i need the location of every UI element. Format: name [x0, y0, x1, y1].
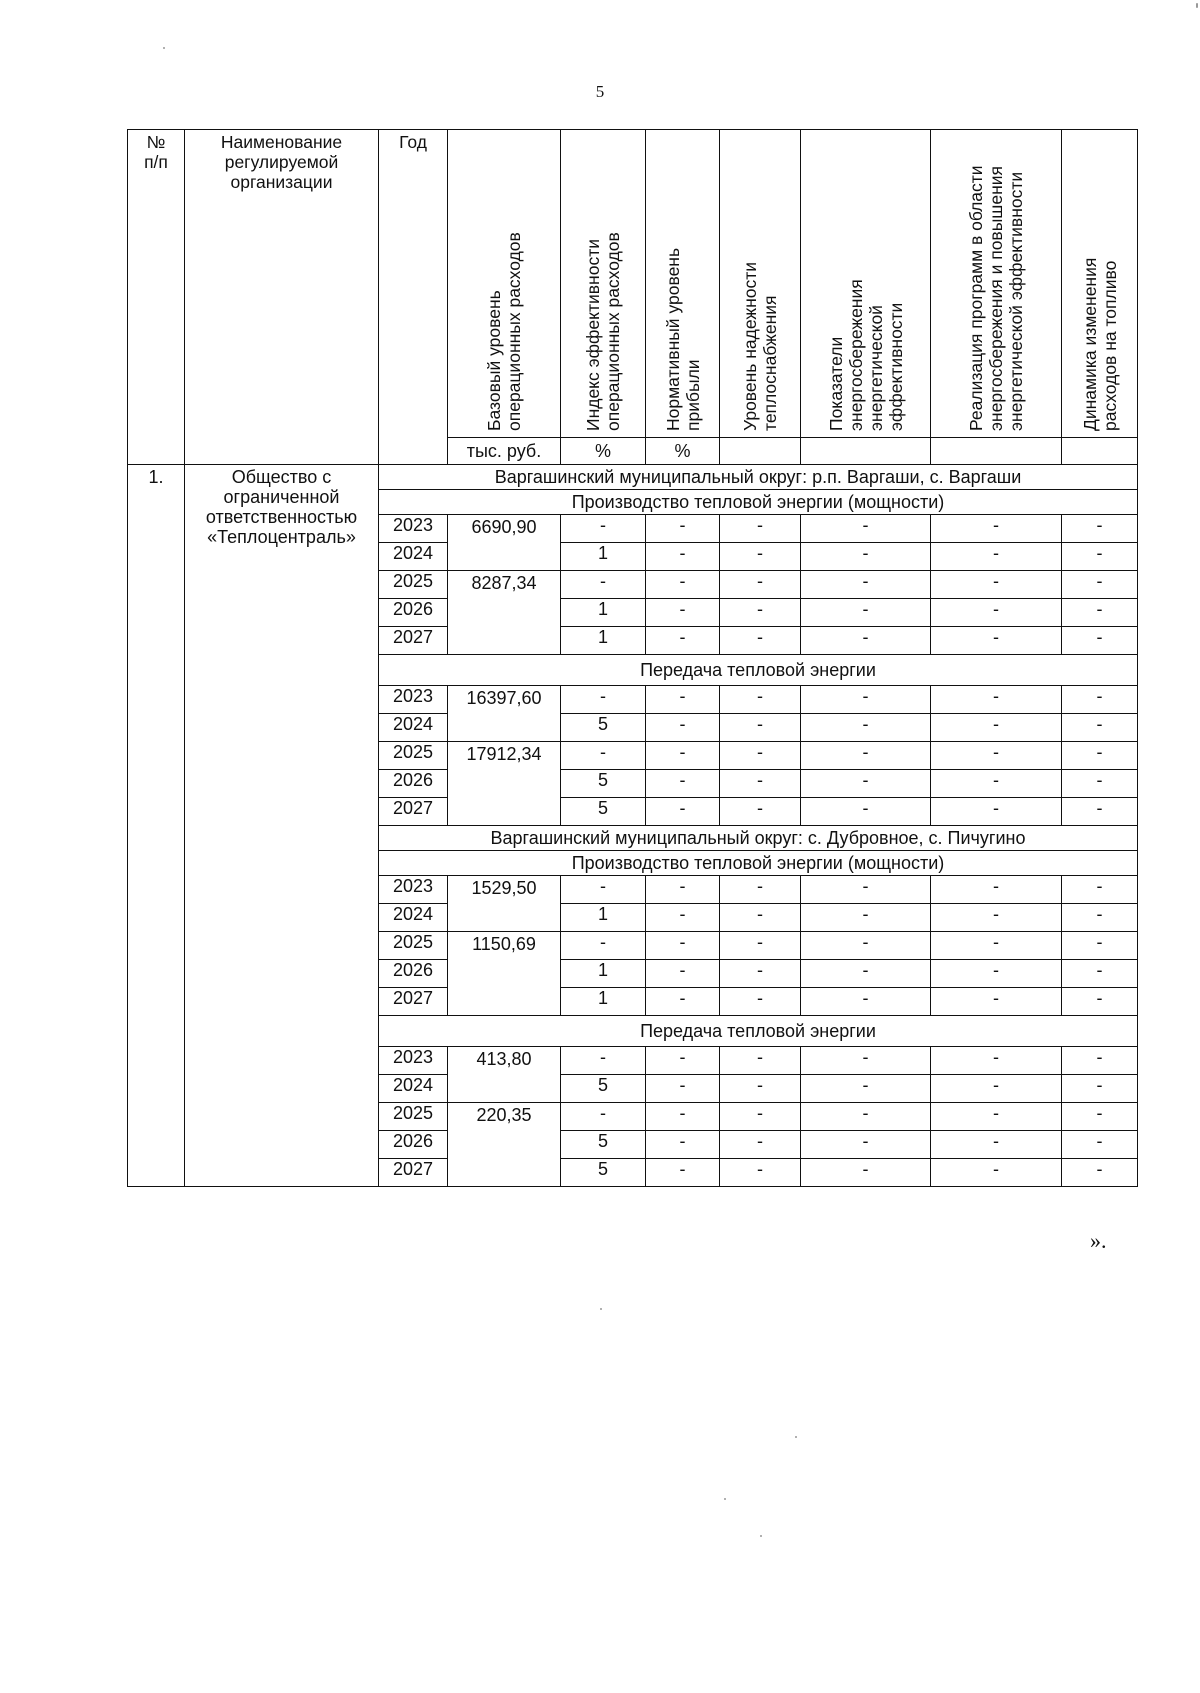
territory-row [128, 465, 1138, 490]
fuel-cell: - [1062, 599, 1138, 627]
base-level-cell: 16397,60 [448, 686, 561, 742]
profit-cell: - [646, 904, 720, 932]
reliability-cell: - [720, 714, 801, 742]
unit-efficiency-index: % [561, 438, 646, 465]
energy-cell: - [801, 988, 931, 1016]
profit-cell: - [646, 960, 720, 988]
fuel-cell: - [1062, 571, 1138, 599]
energy-cell: - [801, 599, 931, 627]
programs-cell: - [931, 1075, 1062, 1103]
energy-cell: - [801, 1131, 931, 1159]
reliability-cell: - [720, 932, 801, 960]
profit-cell: - [646, 515, 720, 543]
year-cell: 2027 [379, 627, 448, 655]
profit-cell: - [646, 1075, 720, 1103]
reliability-cell: - [720, 770, 801, 798]
fuel-cell: - [1062, 1103, 1138, 1131]
programs-cell: - [931, 599, 1062, 627]
programs-cell: - [931, 1047, 1062, 1075]
index-cell: 1 [561, 904, 646, 932]
energy-cell: - [801, 1047, 931, 1075]
base-level-cell: 8287,34 [448, 571, 561, 655]
fuel-cell: - [1062, 798, 1138, 826]
index-cell: 5 [561, 714, 646, 742]
section-title: Передача тепловой энергии [379, 655, 1138, 686]
header-row [128, 130, 1138, 438]
header-energy-indicators [801, 130, 931, 438]
index-cell: 5 [561, 770, 646, 798]
energy-cell: - [801, 714, 931, 742]
header-year-label: Год [399, 132, 427, 152]
year-cell: 2027 [379, 798, 448, 826]
index-cell: 1 [561, 543, 646, 571]
profit-cell: - [646, 742, 720, 770]
year-cell: 2027 [379, 1159, 448, 1187]
base-level-cell: 1529,50 [448, 876, 561, 932]
header-reliability [720, 130, 801, 438]
year-cell: 2025 [379, 742, 448, 770]
scan-speck [1196, 3, 1198, 8]
programs-cell: - [931, 1131, 1062, 1159]
energy-cell: - [801, 571, 931, 599]
year-cell: 2025 [379, 571, 448, 599]
reliability-cell: - [720, 515, 801, 543]
year-cell: 2023 [379, 876, 448, 904]
profit-cell: - [646, 714, 720, 742]
fuel-cell: - [1062, 1075, 1138, 1103]
energy-cell: - [801, 932, 931, 960]
reliability-cell: - [720, 543, 801, 571]
programs-cell: - [931, 627, 1062, 655]
section-title: Передача тепловой энергии [379, 1016, 1138, 1047]
fuel-cell: - [1062, 1159, 1138, 1187]
header-programs [931, 130, 1062, 438]
fuel-cell: - [1062, 714, 1138, 742]
programs-cell: - [931, 932, 1062, 960]
header-org-name [185, 130, 379, 465]
index-cell: 5 [561, 798, 646, 826]
year-cell: 2023 [379, 515, 448, 543]
reliability-cell: - [720, 1103, 801, 1131]
base-level-cell: 413,80 [448, 1047, 561, 1103]
profit-cell: - [646, 1159, 720, 1187]
scan-speck [724, 1498, 726, 1500]
reliability-cell: - [720, 988, 801, 1016]
index-cell: 5 [561, 1131, 646, 1159]
base-level-cell: 6690,90 [448, 515, 561, 571]
unit-fuel-dynamics [1062, 438, 1138, 465]
scan-speck [600, 1308, 602, 1310]
index-cell: - [561, 1103, 646, 1131]
fuel-cell: - [1062, 627, 1138, 655]
reliability-cell: - [720, 1159, 801, 1187]
reliability-cell: - [720, 571, 801, 599]
programs-cell: - [931, 770, 1062, 798]
reliability-cell: - [720, 798, 801, 826]
year-cell: 2025 [379, 932, 448, 960]
year-cell: 2026 [379, 1131, 448, 1159]
header-reliability-label: Уровень надежности теплоснабжения [740, 261, 780, 431]
profit-cell: - [646, 1103, 720, 1131]
fuel-cell: - [1062, 904, 1138, 932]
profit-cell: - [646, 627, 720, 655]
energy-cell: - [801, 1103, 931, 1131]
header-normative-profit [646, 130, 720, 438]
fuel-cell: - [1062, 515, 1138, 543]
index-cell: - [561, 571, 646, 599]
reliability-cell: - [720, 1075, 801, 1103]
header-normative-profit-label: Нормативный уровень прибыли [662, 247, 703, 431]
fuel-cell: - [1062, 686, 1138, 714]
profit-cell: - [646, 1047, 720, 1075]
header-efficiency-index [561, 130, 646, 438]
reliability-cell: - [720, 904, 801, 932]
territory-title: Варгашинский муниципальный округ: с. Дубровное, с. Пичугино [379, 826, 1138, 851]
year-cell: 2026 [379, 599, 448, 627]
header-fuel-dynamics [1062, 130, 1138, 438]
org-name: Общество с ограниченной ответственностью «Теплоцентраль» [185, 465, 379, 1187]
energy-cell: - [801, 770, 931, 798]
closing-quote-mark: ». [1090, 1228, 1107, 1253]
programs-cell: - [931, 960, 1062, 988]
header-energy-indicators-label: Показатели энергосбережения энергетической эффективности [825, 279, 906, 431]
energy-cell: - [801, 686, 931, 714]
index-cell: - [561, 515, 646, 543]
year-cell: 2024 [379, 1075, 448, 1103]
profit-cell: - [646, 798, 720, 826]
unit-programs [931, 438, 1062, 465]
year-cell: 2023 [379, 686, 448, 714]
scan-speck [795, 1436, 797, 1438]
header-org-name-label: Наименование регулируемой организации [220, 132, 343, 192]
programs-cell: - [931, 686, 1062, 714]
index-cell: - [561, 742, 646, 770]
programs-cell: - [931, 714, 1062, 742]
year-cell: 2027 [379, 988, 448, 1016]
page-number: 5 [595, 82, 605, 101]
scan-speck [163, 47, 165, 49]
reliability-cell: - [720, 627, 801, 655]
index-cell: 1 [561, 960, 646, 988]
energy-cell: - [801, 543, 931, 571]
fuel-cell: - [1062, 876, 1138, 904]
reliability-cell: - [720, 599, 801, 627]
reliability-cell: - [720, 1131, 801, 1159]
index-cell: - [561, 686, 646, 714]
profit-cell: - [646, 686, 720, 714]
header-fuel-dynamics-label: Динамика изменения расходов на топливо [1079, 257, 1120, 431]
energy-cell: - [801, 904, 931, 932]
reliability-cell: - [720, 742, 801, 770]
tariff-parameters-table [127, 129, 1138, 1187]
header-efficiency-index-label: Индекс эффективности операционных расходов [583, 232, 623, 431]
reliability-cell: - [720, 960, 801, 988]
programs-cell: - [931, 515, 1062, 543]
year-cell: 2023 [379, 1047, 448, 1075]
header-year [379, 130, 448, 465]
energy-cell: - [801, 876, 931, 904]
profit-cell: - [646, 932, 720, 960]
index-cell: 1 [561, 627, 646, 655]
energy-cell: - [801, 1075, 931, 1103]
year-cell: 2026 [379, 960, 448, 988]
header-base-level [448, 130, 561, 438]
profit-cell: - [646, 571, 720, 599]
fuel-cell: - [1062, 543, 1138, 571]
programs-cell: - [931, 1159, 1062, 1187]
programs-cell: - [931, 988, 1062, 1016]
scan-speck [760, 1535, 762, 1537]
energy-cell: - [801, 742, 931, 770]
energy-cell: - [801, 627, 931, 655]
energy-cell: - [801, 1159, 931, 1187]
base-level-cell: 17912,34 [448, 742, 561, 826]
index-cell: 1 [561, 599, 646, 627]
profit-cell: - [646, 988, 720, 1016]
fuel-cell: - [1062, 960, 1138, 988]
header-num-label: № п/п [144, 132, 168, 172]
programs-cell: - [931, 876, 1062, 904]
index-cell: 5 [561, 1159, 646, 1187]
index-cell: - [561, 1047, 646, 1075]
profit-cell: - [646, 876, 720, 904]
reliability-cell: - [720, 686, 801, 714]
header-num [128, 130, 185, 465]
territory-title: Варгашинский муниципальный округ: р.п. Варгаши, с. Варгаши [379, 465, 1138, 490]
profit-cell: - [646, 599, 720, 627]
energy-cell: - [801, 515, 931, 543]
fuel-cell: - [1062, 988, 1138, 1016]
unit-base-level: тыс. руб. [448, 438, 561, 465]
fuel-cell: - [1062, 1131, 1138, 1159]
index-cell: 5 [561, 1075, 646, 1103]
year-cell: 2026 [379, 770, 448, 798]
section-title: Производство тепловой энергии (мощности) [379, 851, 1138, 876]
profit-cell: - [646, 1131, 720, 1159]
year-cell: 2024 [379, 543, 448, 571]
programs-cell: - [931, 904, 1062, 932]
base-level-cell: 1150,69 [448, 932, 561, 1016]
fuel-cell: - [1062, 770, 1138, 798]
index-cell: - [561, 876, 646, 904]
programs-cell: - [931, 742, 1062, 770]
year-cell: 2025 [379, 1103, 448, 1131]
section-title: Производство тепловой энергии (мощности) [379, 490, 1138, 515]
year-cell: 2024 [379, 904, 448, 932]
programs-cell: - [931, 543, 1062, 571]
fuel-cell: - [1062, 932, 1138, 960]
fuel-cell: - [1062, 1047, 1138, 1075]
header-programs-label: Реализация программ в области энергосбережения и повышения энергетической эффективности [966, 165, 1026, 431]
reliability-cell: - [720, 876, 801, 904]
programs-cell: - [931, 571, 1062, 599]
profit-cell: - [646, 543, 720, 571]
fuel-cell: - [1062, 742, 1138, 770]
programs-cell: - [931, 798, 1062, 826]
unit-energy-indicators [801, 438, 931, 465]
energy-cell: - [801, 960, 931, 988]
profit-cell: - [646, 770, 720, 798]
reliability-cell: - [720, 1047, 801, 1075]
programs-cell: - [931, 1103, 1062, 1131]
index-cell: - [561, 932, 646, 960]
index-cell: 1 [561, 988, 646, 1016]
unit-normative-profit: % [646, 438, 720, 465]
header-base-level-label: Базовый уровень операционных расходов [484, 232, 524, 431]
energy-cell: - [801, 798, 931, 826]
org-number: 1. [128, 465, 185, 1187]
unit-reliability [720, 438, 801, 465]
year-cell: 2024 [379, 714, 448, 742]
base-level-cell: 220,35 [448, 1103, 561, 1187]
